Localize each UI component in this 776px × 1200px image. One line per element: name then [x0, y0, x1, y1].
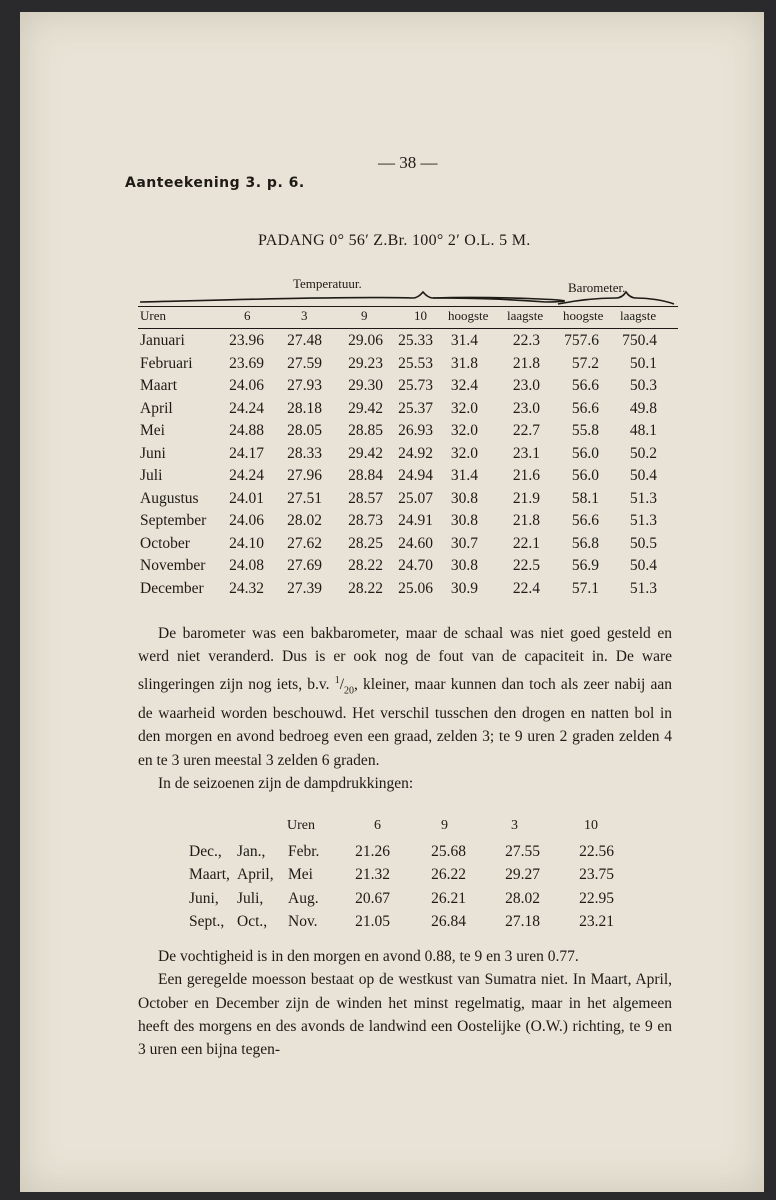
table-cell: 27.93 — [287, 377, 322, 394]
season-label: Juni, — [189, 889, 219, 907]
table-cell: 27.62 — [287, 534, 322, 552]
table-cell: 23.0 — [512, 377, 540, 394]
table-cell: 27.96 — [287, 467, 322, 484]
table-cell: 29.42 — [348, 444, 383, 462]
row-month-label: Januari — [140, 332, 185, 349]
table-cell: 24.06 — [229, 377, 264, 394]
table-cell: 48.1 — [629, 422, 657, 439]
table-cell: 51.3 — [629, 512, 657, 529]
table-cell: 55.8 — [571, 422, 599, 439]
row-month-label: November — [140, 557, 206, 574]
table-cell: 28.22 — [348, 579, 383, 597]
table-cell: 25.37 — [398, 399, 433, 417]
table-cell: 28.25 — [348, 534, 383, 552]
paragraph-moesson: Een geregelde moesson bestaat op de westkust van Sumatra niet. In Maart, April, October en December zijn de winden het minst regelmatig, maar in het algemeen heeft des morgens en des avonds de landwind een Oostelijke (O.W.) richting, te 9 en 3 uren een bijna tegen- — [138, 971, 672, 1059]
season-label: Mei — [288, 866, 313, 884]
table-cell: 28.05 — [287, 422, 322, 439]
table-cell: 27.48 — [287, 332, 322, 349]
table-cell: 28.22 — [348, 557, 383, 574]
table-cell: 28.33 — [287, 444, 322, 462]
header-temp-hoogste: hoogste — [448, 308, 489, 323]
header-3: 3 — [301, 308, 308, 323]
season-label: Nov. — [288, 912, 318, 930]
table-cell: 26.93 — [398, 422, 433, 439]
row-month-label: October — [140, 534, 190, 552]
paragraph-damp-intro: In de seizoenen zijn de dampdrukkingen: — [158, 775, 414, 793]
table-cell: 24.94 — [398, 467, 433, 484]
header-10: 10 — [414, 308, 427, 323]
table-cell: 25.07 — [398, 489, 433, 507]
table-cell: 51.3 — [629, 489, 657, 507]
para1-text-b: , kleiner, maar kunnen dan toch als zeer nabij aan de waarheid worden beschouwd. Het verschil tusschen den drogen en natten bol in den morgen en avond bedroeg even een graad, zelden 3; te 9 uren 2 graden zelden 4 en te 3 uren meestal 3 zelden 6 graden. — [138, 675, 673, 769]
table-cell: 23.69 — [229, 354, 264, 372]
season-label: Febr. — [288, 843, 320, 860]
table-cell: 24.10 — [229, 534, 264, 552]
table-cell: 757.6 — [564, 332, 599, 349]
table-cell: 24.60 — [398, 534, 433, 552]
para1-text-a: De barometer was een bakbarometer, maar de schaal was niet goed gesteld en werd niet veranderd. Dus is er ook nog de fout van de capaciteit in. De ware slingeringen zijn nog iets, b.v. — [138, 625, 672, 693]
damp-cell: 27.18 — [505, 912, 540, 930]
damp-cell: 21.05 — [355, 912, 390, 930]
table-cell: 24.92 — [398, 444, 433, 462]
paragraph-barometer — [138, 622, 672, 795]
table-cell: 29.42 — [348, 399, 383, 417]
table-cell: 21.8 — [512, 354, 540, 372]
table-cell: 21.9 — [512, 489, 540, 507]
table-cell: 56.0 — [571, 444, 599, 462]
group-label-barometer: Barometer. — [568, 280, 626, 295]
page-edge — [764, 0, 776, 1200]
damp-cell: 25.68 — [431, 843, 466, 860]
table-cell: 22.5 — [512, 557, 540, 574]
damp-cell: 23.75 — [579, 866, 614, 884]
row-month-label: Februari — [140, 354, 193, 372]
table-cell: 56.8 — [571, 534, 599, 552]
damp-cell: 22.56 — [579, 843, 614, 860]
table-cell: 31.4 — [450, 467, 478, 484]
temperature-brace — [140, 292, 564, 302]
station-heading: PADANG 0° 56′ Z.Br. 100° 2′ O.L. 5 M. — [258, 232, 531, 249]
table-cell: 32.0 — [450, 422, 478, 439]
damp-cell: 26.21 — [431, 889, 466, 907]
table-cell: 24.08 — [229, 557, 264, 574]
table-cell: 25.06 — [398, 579, 433, 597]
row-month-label: Juli — [140, 467, 163, 484]
table-cell: 22.3 — [512, 332, 540, 349]
damp-header-10: 10 — [584, 818, 598, 833]
damp-cell: 27.55 — [505, 843, 540, 860]
header-uren: Uren — [140, 308, 166, 323]
damp-cell: 29.27 — [505, 866, 540, 884]
damp-cell: 21.32 — [355, 866, 390, 884]
season-label: Maart, — [189, 866, 230, 884]
header-6: 6 — [244, 308, 251, 323]
damp-cell: 26.84 — [431, 912, 466, 930]
table-cell: 56.6 — [571, 377, 599, 394]
table-cell: 32.0 — [450, 444, 478, 462]
table-cell: 56.6 — [571, 512, 599, 529]
row-month-label: Mei — [140, 422, 165, 439]
header-9: 9 — [361, 308, 368, 323]
table-cell: 28.18 — [287, 399, 322, 417]
damp-header-6: 6 — [374, 818, 381, 833]
table-cell: 28.73 — [348, 512, 383, 529]
row-month-label: Juni — [140, 444, 166, 462]
table-cell: 31.8 — [450, 354, 478, 372]
table-cell: 31.4 — [450, 332, 478, 349]
table-cell: 27.59 — [287, 354, 322, 372]
table-cell: 50.2 — [629, 444, 657, 462]
table-cell: 58.1 — [571, 489, 599, 507]
damp-cell: 21.26 — [355, 843, 390, 860]
table-cell: 24.70 — [398, 557, 433, 574]
table-cell: 750.4 — [622, 332, 657, 349]
season-label: Sept., — [189, 912, 225, 930]
damp-cell: 28.02 — [505, 889, 540, 907]
table-cell: 23.0 — [512, 399, 540, 417]
row-month-label: April — [140, 399, 173, 417]
header-baro-laagste: laagste — [620, 308, 657, 323]
table-cell: 25.53 — [398, 354, 433, 372]
table-cell: 56.0 — [571, 467, 599, 484]
table-cell: 24.91 — [398, 512, 433, 529]
table-cell: 24.17 — [229, 444, 264, 462]
table-cell: 25.33 — [398, 332, 433, 349]
table-cell: 24.01 — [229, 489, 264, 507]
table-cell: 32.0 — [450, 399, 478, 417]
table-cell: 28.84 — [348, 467, 383, 484]
page-number: — 38 — — [378, 153, 438, 172]
table-cell: 30.9 — [450, 579, 478, 597]
damp-header-9: 9 — [441, 818, 448, 833]
table-cell: 24.06 — [229, 512, 264, 529]
table-cell: 29.06 — [348, 332, 383, 349]
barometer-brace — [558, 292, 674, 304]
table-cell: 24.88 — [229, 422, 264, 439]
table-cell: 50.3 — [629, 377, 657, 394]
damp-header-3: 3 — [511, 818, 518, 833]
header-temp-laagste: laagste — [507, 308, 544, 323]
annotation-note: Aanteekening 3. p. 6. — [125, 175, 305, 191]
table-cell: 50.1 — [629, 354, 657, 372]
row-month-label: December — [140, 579, 204, 597]
table-cell: 30.8 — [450, 512, 478, 529]
header-rule-top — [138, 306, 678, 307]
paragraph-humidity: De vochtigheid is in den morgen en avond 0.88, te 9 en 3 uren 0.77. — [158, 948, 579, 965]
table-cell: 24.24 — [229, 467, 264, 484]
table-cell: 24.24 — [229, 399, 264, 417]
table-cell: 50.4 — [629, 557, 657, 574]
table-cell: 21.6 — [512, 467, 540, 484]
table-cell: 29.30 — [348, 377, 383, 394]
table-cell: 25.73 — [398, 377, 433, 394]
paragraph-barometer-text: De barometer was een bakbarometer, maar de schaal was niet goed gesteld en werd niet veranderd. Dus is er ook nog de fout van de capaciteit in. De ware slingeringen zijn nog iets, b.v. $^1/_{20}$, kleiner, maar kunnen dan toch als zeer nabij aan de waarheid worden beschouwd. Het verschil tusschen den drogen en natten bol in den morgen en avond bedroeg even een graad, zelden 3; te 9 uren 2 graden zelden 4 en te 3 uren meestal 3 zelden 6 graden. — [138, 625, 673, 769]
fraction-denominator: 20 — [344, 684, 354, 696]
damp-cell: 20.67 — [355, 889, 390, 907]
group-label-temperature: Temperatuur. — [293, 276, 362, 291]
season-label: Aug. — [288, 889, 319, 907]
table-cell: 30.8 — [450, 489, 478, 507]
table-cell: 32.4 — [450, 377, 478, 394]
header-rule-bottom — [138, 328, 678, 329]
table-cell: 23.1 — [512, 444, 540, 462]
season-label: Jan., — [237, 843, 266, 860]
season-label: April, — [237, 866, 274, 884]
season-label: Juli, — [237, 889, 264, 907]
table-cell: 27.69 — [287, 557, 322, 574]
table-cell: 50.5 — [629, 534, 657, 552]
table-cell: 30.7 — [450, 534, 478, 552]
season-label: Dec., — [189, 843, 222, 860]
table-cell: 28.02 — [287, 512, 322, 529]
table-cell: 22.1 — [512, 534, 540, 552]
table-cell: 22.7 — [512, 422, 540, 439]
row-month-label: September — [140, 512, 207, 529]
fraction-numerator: 1 — [334, 674, 340, 686]
table-cell: 57.1 — [571, 579, 599, 597]
table-cell: 21.8 — [512, 512, 540, 529]
row-month-label: Maart — [140, 377, 178, 394]
season-label: Oct., — [237, 912, 268, 930]
row-month-label: Augustus — [140, 489, 199, 507]
table-cell: 28.85 — [348, 422, 383, 439]
table-cell: 56.9 — [571, 557, 599, 574]
table-cell: 27.51 — [287, 489, 322, 507]
table-cell: 50.4 — [629, 467, 657, 484]
table-cell: 51.3 — [629, 579, 657, 597]
damp-header-uren: Uren — [287, 818, 315, 833]
table-cell: 29.23 — [348, 354, 383, 372]
table-cell: 57.2 — [571, 354, 599, 372]
damp-cell: 26.22 — [431, 866, 466, 884]
damp-cell: 22.95 — [579, 889, 614, 907]
table-cell: 23.96 — [229, 332, 264, 349]
table-cell: 30.8 — [450, 557, 478, 574]
paragraph-humidity-moesson — [138, 945, 672, 1061]
table-cell: 24.32 — [229, 579, 264, 597]
table-cell: 49.8 — [629, 399, 657, 417]
header-baro-hoogste: hoogste — [563, 308, 604, 323]
table-cell: 56.6 — [571, 399, 599, 417]
damp-cell: 23.21 — [579, 912, 614, 930]
table-cell: 28.57 — [348, 489, 383, 507]
table-cell: 22.4 — [512, 579, 540, 597]
table-cell: 27.39 — [287, 579, 322, 597]
